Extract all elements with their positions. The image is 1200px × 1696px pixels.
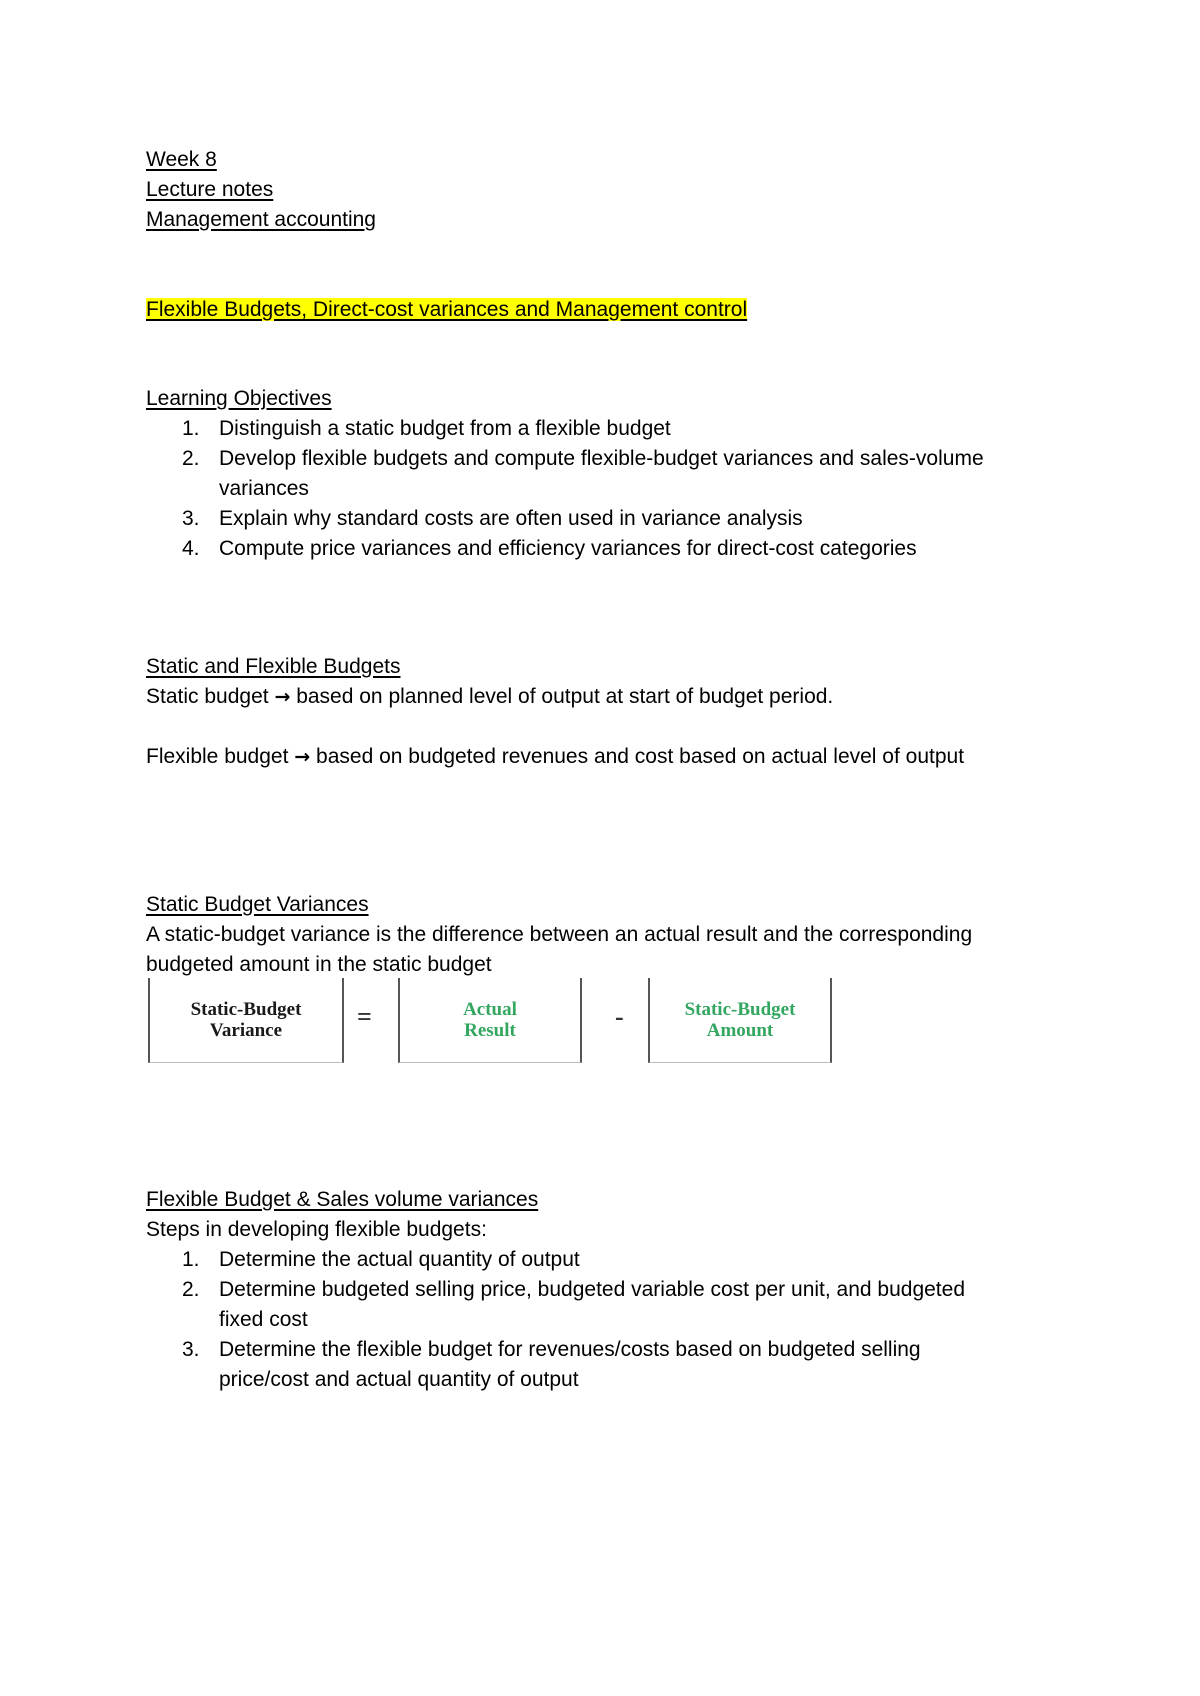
course-heading: Management accounting [146, 208, 376, 231]
static-budget-text: based on planned level of output at start of budget period. [296, 685, 834, 708]
step-number: 2. [182, 1278, 200, 1301]
static-budget-definition [146, 682, 833, 712]
week-heading: Week 8 [146, 148, 217, 171]
step-text-continued: price/cost and actual quantity of output [219, 1368, 579, 1391]
objective-number: 2. [182, 447, 200, 470]
step-number: 1. [182, 1248, 200, 1271]
static-flexible-heading: Static and Flexible Budgets [146, 655, 401, 678]
topic-title [146, 295, 747, 325]
formula-box-label: Static-Budget [684, 999, 796, 1020]
flexible-steps-intro: Steps in developing flexible budgets: [146, 1218, 487, 1241]
step-text: Determine budgeted selling price, budgeted variable cost per unit, and budgeted [219, 1278, 966, 1301]
step-text-continued: fixed cost [219, 1308, 308, 1331]
formula-box-actual-result [398, 978, 582, 1063]
static-variance-definition-continued: budgeted amount in the static budget [146, 953, 492, 976]
static-variances-heading: Static Budget Variances [146, 893, 369, 916]
flexible-budget-label: Flexible budget [146, 745, 289, 768]
step-number: 3. [182, 1338, 200, 1361]
lecture-notes-heading: Lecture notes [146, 178, 274, 201]
minus-sign: - [615, 1002, 624, 1031]
static-budget-label: Static budget [146, 685, 269, 708]
formula-box-label: Variance [209, 1020, 283, 1041]
objective-text: Compute price variances and efficiency variances for direct-cost categories [219, 537, 917, 560]
flexible-budget-definition [146, 742, 964, 772]
flexible-sales-heading: Flexible Budget & Sales volume variances [146, 1188, 539, 1211]
static-variance-definition: A static-budget variance is the difference between an actual result and the corresponding [146, 923, 973, 946]
objective-text: Explain why standard costs are often used in variance analysis [219, 507, 803, 530]
objective-number: 4. [182, 537, 200, 560]
formula-box-static-budget-variance [148, 978, 344, 1063]
objective-text-continued: variances [219, 477, 309, 500]
objective-number: 3. [182, 507, 200, 530]
step-text: Determine the flexible budget for revenues/costs based on budgeted selling [219, 1338, 921, 1361]
formula-box-label: Result [464, 1020, 516, 1041]
step-text: Determine the actual quantity of output [219, 1248, 580, 1271]
objective-text: Develop flexible budgets and compute flexible-budget variances and sales-volume [219, 447, 984, 470]
objective-number: 1. [182, 417, 200, 440]
topic-title-text: Flexible Budgets, Direct-cost variances and Management control [146, 298, 748, 321]
formula-box-label: Amount [706, 1020, 774, 1041]
formula-box-static-budget-amount [648, 978, 832, 1063]
formula-box-label: Static-Budget [190, 999, 302, 1020]
flexible-budget-text: based on budgeted revenues and cost based on actual level of output [316, 745, 965, 768]
right-arrow-icon: → [274, 686, 291, 708]
formula-box-label: Actual [463, 999, 517, 1020]
learning-objectives-heading: Learning Objectives [146, 387, 332, 410]
equals-sign: = [357, 1002, 372, 1031]
right-arrow-icon: → [294, 746, 311, 768]
objective-text: Distinguish a static budget from a flexible budget [219, 417, 671, 440]
